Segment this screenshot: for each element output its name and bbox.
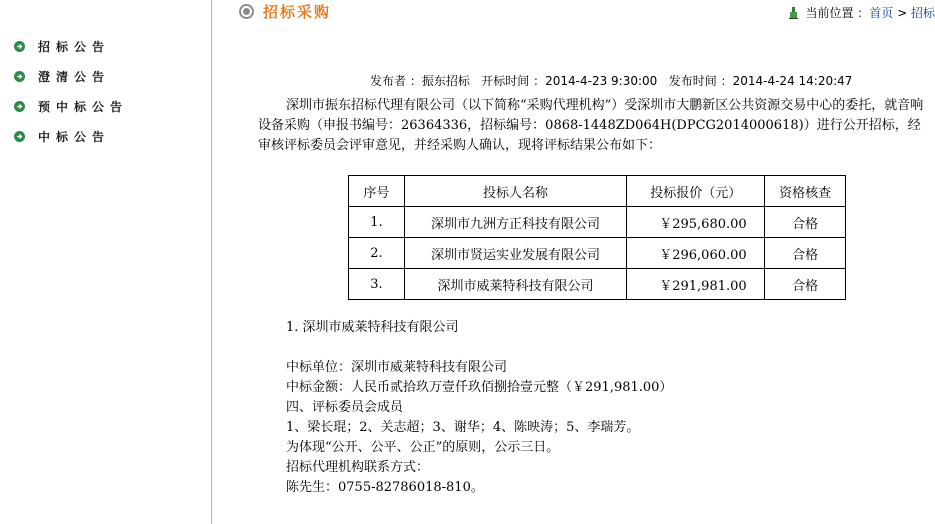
- sidebar-item-label: 澄清公告: [38, 69, 111, 84]
- arrow-right-circle-icon: [14, 131, 25, 142]
- cell-check: 合格: [765, 238, 846, 269]
- cell-check: 合格: [765, 207, 846, 238]
- column-header-price: 投标报价（元）: [627, 176, 765, 207]
- cell-price: ￥296,060.00: [627, 238, 765, 269]
- contact-title: 招标代理机构联系方式：: [286, 460, 430, 475]
- table-header-row: [349, 176, 846, 207]
- arrow-right-circle-icon: [14, 71, 25, 82]
- arrow-right-circle-icon: [14, 41, 25, 52]
- circle-bullet-icon: [238, 3, 255, 20]
- bid-result-table: [348, 175, 846, 300]
- cell-no: 1.: [349, 207, 405, 238]
- cell-bidder: 深圳市九洲方正科技有限公司: [404, 207, 626, 238]
- cell-bidder: 深圳市贤运实业发展有限公司: [404, 238, 626, 269]
- committee-members: 1、梁长琨；2、关志超；3、谢华；4、陈映涛；5、李瑞芳。: [286, 420, 640, 435]
- column-header-no: 序号: [349, 176, 405, 207]
- intro-paragraph: 深圳市振东招标代理有限公司（以下简称“采购代理机构”）受深圳市大鹏新区公共资源交易中心的委托，就音响设备采购（申报书编号：26364336，招标编号：0868-1448ZD064H(DPCG2014000618)）进行公开招标，经审核评标委员会评审意见，并经采购人确认，现将评标结果公布如下：: [258, 98, 924, 153]
- committee-title: 四、评标委员会成员: [286, 400, 404, 415]
- page-title: 招标采购: [263, 3, 332, 21]
- table-row: [349, 269, 846, 300]
- location-pin-icon: [789, 7, 798, 19]
- rank-line: 1. 深圳市威莱特科技有限公司: [286, 320, 459, 335]
- breadcrumb-prefix: 当前位置 ：: [805, 6, 870, 20]
- contact-line: 陈先生：0755-82786018-810。: [286, 480, 484, 495]
- table-row: [349, 238, 846, 269]
- publisher-value: 振东招标: [421, 74, 470, 88]
- sidebar-item-label: 中标公告: [38, 129, 111, 144]
- breadcrumb-home-link[interactable]: 首页: [869, 6, 894, 20]
- winner-line: 中标单位：深圳市威莱特科技有限公司: [286, 360, 508, 375]
- sidebar-item-pre-award[interactable]: [14, 97, 128, 115]
- table-row: [349, 207, 846, 238]
- sidebar-item-label: 预中标公告: [38, 99, 129, 114]
- sidebar-item-clarification[interactable]: [14, 67, 110, 85]
- open-time-value: 2014-4-23 9:30:00: [545, 74, 658, 88]
- open-time-label: 开标时间 ：: [481, 74, 546, 88]
- breadcrumb: [789, 4, 935, 21]
- publish-time-value: 2014-4-24 14:20:47: [732, 74, 853, 88]
- publish-time-label: 发布时间 ：: [668, 74, 733, 88]
- column-header-bidder: 投标人名称: [404, 176, 626, 207]
- cell-no: 2.: [349, 238, 405, 269]
- cell-no: 3.: [349, 269, 405, 300]
- column-header-check: 资格核查: [765, 176, 846, 207]
- breadcrumb-current-link[interactable]: 招标: [910, 6, 935, 20]
- cell-bidder: 深圳市威莱特科技有限公司: [404, 269, 626, 300]
- breadcrumb-separator: >: [893, 5, 911, 20]
- principle-line: 为体现“公开、公平、公正”的原则，公示三日。: [286, 440, 560, 455]
- cell-price: ￥291,981.00: [627, 269, 765, 300]
- sidebar: [0, 0, 212, 524]
- amount-line: 中标金额：人民币贰拾玖万壹仟玖佰捌拾壹元整（￥291,981.00）: [286, 380, 673, 395]
- article-meta: [370, 72, 852, 89]
- arrow-right-circle-icon: [14, 101, 25, 112]
- publisher-label: 发布者 ：: [370, 74, 422, 88]
- sidebar-item-label: 招标公告: [38, 39, 111, 54]
- cell-price: ￥295,680.00: [627, 207, 765, 238]
- sidebar-item-award[interactable]: [14, 127, 110, 145]
- cell-check: 合格: [765, 269, 846, 300]
- sidebar-item-bid-announcement[interactable]: [14, 37, 110, 55]
